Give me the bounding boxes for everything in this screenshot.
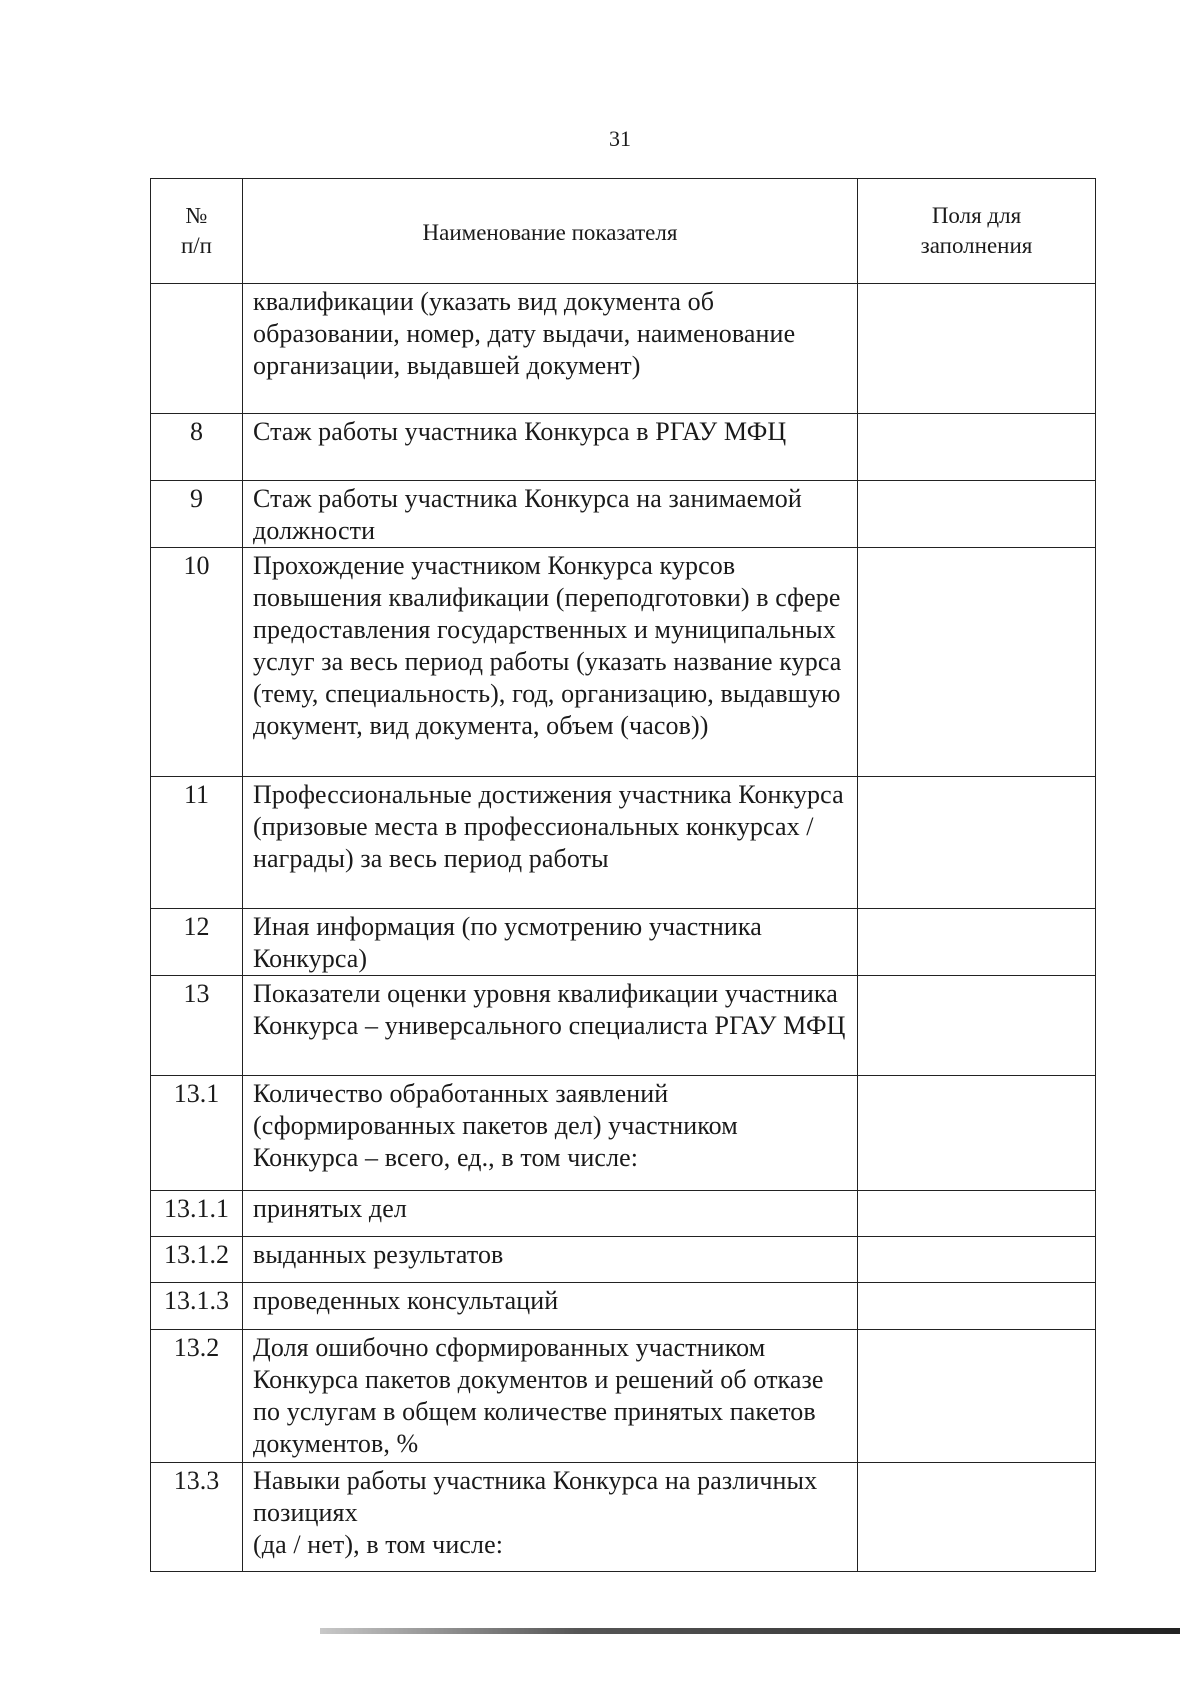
row-fill-cell[interactable] (858, 414, 1096, 481)
row-indicator-name: Профессиональные достижения участника Конкурса (призовые места в профессиональных конкурсах / награды) за весь период работы (243, 777, 858, 909)
table-row (151, 481, 1096, 548)
row-indicator-name: Иная информация (по усмотрению участника Конкурса) (243, 909, 858, 976)
row-number: 13.1.3 (151, 1283, 243, 1330)
row-fill-cell[interactable] (858, 777, 1096, 909)
row-fill-cell[interactable] (858, 284, 1096, 414)
table-row (151, 909, 1096, 976)
indicator-table-container (150, 178, 1095, 1572)
table-row (151, 284, 1096, 414)
row-indicator-name: Количество обработанных заявлений (сформированных пакетов дел) участником Конкурса – всего, ед., в том числе: (243, 1076, 858, 1191)
table-row (151, 1076, 1096, 1191)
row-fill-cell[interactable] (858, 1076, 1096, 1191)
row-indicator-name: Навыки работы участника Конкурса на различных позициях (да / нет), в том числе: (243, 1463, 858, 1572)
table-row (151, 548, 1096, 777)
row-number: 11 (151, 777, 243, 909)
row-fill-cell[interactable] (858, 1463, 1096, 1572)
row-number: 13.2 (151, 1330, 243, 1463)
row-fill-cell[interactable] (858, 1237, 1096, 1283)
row-indicator-name: выданных результатов (243, 1237, 858, 1283)
row-indicator-name: проведенных консультаций (243, 1283, 858, 1330)
row-fill-cell[interactable] (858, 909, 1096, 976)
row-indicator-name: принятых дел (243, 1191, 858, 1237)
row-fill-cell[interactable] (858, 481, 1096, 548)
scan-edge-line (320, 1628, 1180, 1634)
row-number (151, 284, 243, 414)
header-fill-fields: Поля для заполнения (858, 179, 1096, 284)
row-indicator-name: Прохождение участником Конкурса курсов повышения квалификации (переподготовки) в сфере предоставления государственных и муниципальных услуг за весь период работы (указать название курса (тему, специальность), год, организацию, выдавшую документ, вид документа, объем (часов)) (243, 548, 858, 777)
row-number: 13 (151, 976, 243, 1076)
row-number: 8 (151, 414, 243, 481)
table-row (151, 1191, 1096, 1237)
page-number: 31 (609, 126, 631, 151)
table-row (151, 777, 1096, 909)
row-fill-cell[interactable] (858, 1191, 1096, 1237)
row-fill-cell[interactable] (858, 1283, 1096, 1330)
row-number: 13.3 (151, 1463, 243, 1572)
row-number: 9 (151, 481, 243, 548)
indicator-table (150, 178, 1096, 1572)
table-row (151, 1463, 1096, 1572)
row-indicator-name: Показатели оценки уровня квалификации участника Конкурса – универсального специалиста РГАУ МФЦ (243, 976, 858, 1076)
table-row (151, 1237, 1096, 1283)
row-indicator-name: Стаж работы участника Конкурса на занимаемой должности (243, 481, 858, 548)
row-number: 10 (151, 548, 243, 777)
header-indicator-name: Наименование показателя (243, 179, 858, 284)
table-row (151, 414, 1096, 481)
row-fill-cell[interactable] (858, 548, 1096, 777)
table-row (151, 976, 1096, 1076)
row-number: 12 (151, 909, 243, 976)
row-fill-cell[interactable] (858, 976, 1096, 1076)
row-fill-cell[interactable] (858, 1330, 1096, 1463)
row-indicator-name: квалификации (указать вид документа об образовании, номер, дату выдачи, наименование организации, выдавшей документ) (243, 284, 858, 414)
row-number: 13.1.2 (151, 1237, 243, 1283)
table-row (151, 1283, 1096, 1330)
row-indicator-name: Доля ошибочно сформированных участником Конкурса пакетов документов и решений об отказе по услугам в общем количестве принятых пакетов документов, % (243, 1330, 858, 1463)
row-number: 13.1 (151, 1076, 243, 1191)
row-indicator-name: Стаж работы участника Конкурса в РГАУ МФЦ (243, 414, 858, 481)
table-header-row (151, 179, 1096, 284)
table-row (151, 1330, 1096, 1463)
header-number: № п/п (151, 179, 243, 284)
row-number: 13.1.1 (151, 1191, 243, 1237)
